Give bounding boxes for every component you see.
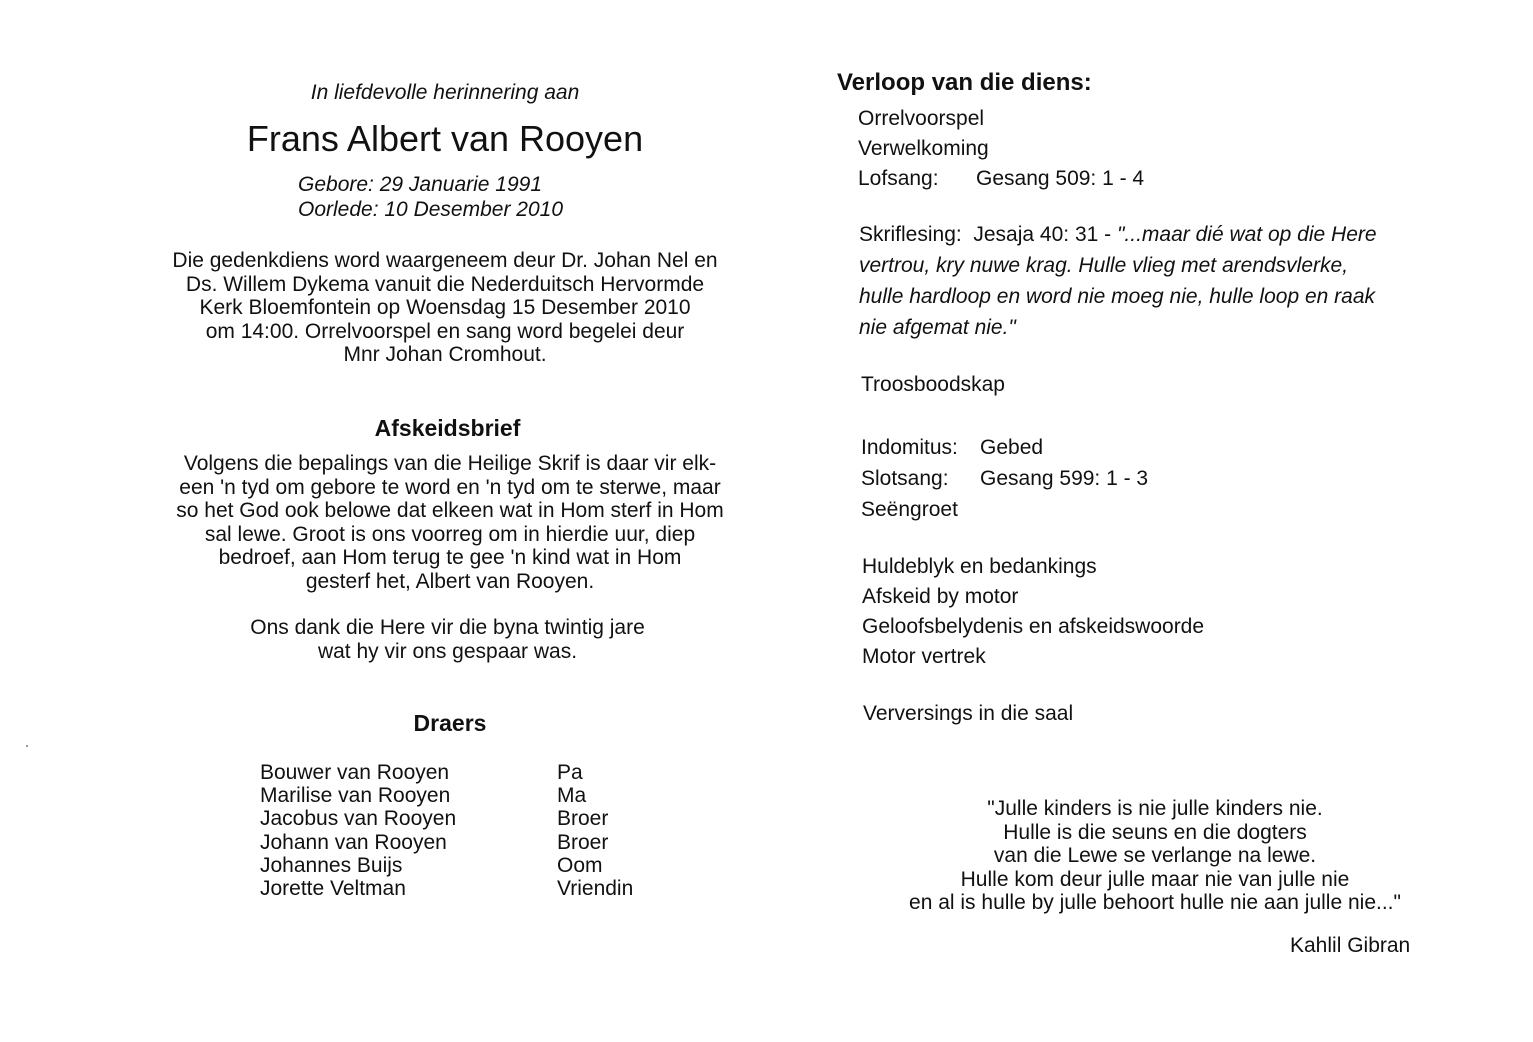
service-item-sermon: Troosboodskap xyxy=(861,373,1005,396)
farewell-line: so het God ook belowe dat elkeen wat in Hom sterf in Hom xyxy=(176,499,724,522)
order-of-service-heading: Verloop van die diens: xyxy=(837,69,1092,96)
bearer-name: Johann van Rooyen xyxy=(260,830,447,854)
bearer-relation: Ma xyxy=(557,784,587,808)
bearer-row xyxy=(260,854,633,877)
prayer-label: Indomitus: xyxy=(861,436,958,459)
tribute-item: Huldeblyk en bedankings xyxy=(862,555,1097,578)
scripture-quote: vertrou, kry nuwe krag. Hulle vlieg met arendsvlerke, xyxy=(859,254,1349,277)
praise-value: Gesang 509: 1 - 4 xyxy=(976,167,1145,190)
bearer-name: Jorette Veltman xyxy=(260,877,406,901)
refreshments-note: Verversings in die saal xyxy=(863,702,1074,725)
service-line: Mnr Johan Cromhout. xyxy=(343,343,547,366)
scripture-reading xyxy=(859,219,1459,343)
bearer-relation: Vriendin xyxy=(557,877,634,901)
poem-line: en al is hulle by julle behoort hulle nie aan julle nie..." xyxy=(909,891,1401,914)
farewell-line: sal lewe. Groot is ons voorreg om in hierdie uur, diep xyxy=(204,522,696,546)
memorial-intro: In liefdevolle herinnering aan xyxy=(310,81,580,104)
service-line: Die gedenkdiens word waargeneem deur Dr. Johan Nel en xyxy=(172,249,718,272)
bearer-row xyxy=(260,831,633,854)
service-line: Kerk Bloemfontein op Woensdag 15 Desember 2010 xyxy=(199,296,691,319)
bearer-row xyxy=(260,877,633,900)
scripture-quote: nie afgemat nie." xyxy=(859,316,1016,339)
service-item-praise xyxy=(858,164,1144,194)
service-item-welcome: Verwelkoming xyxy=(858,137,989,160)
thanks-line: wat hy vir ons gespaar was. xyxy=(317,640,578,663)
birth-date: Gebore: 29 Januarie 1991 xyxy=(298,173,543,196)
order-of-service-list xyxy=(858,104,1144,194)
scripture-reference: Jesaja 40: 31 - xyxy=(973,223,1117,246)
service-item-organ: Orrelvoorspel xyxy=(858,107,985,130)
scripture-line xyxy=(859,219,1459,250)
bearer-relation: Broer xyxy=(557,830,609,854)
closing-hymn-label: Slotsang: xyxy=(861,467,949,490)
bearer-row xyxy=(260,784,633,807)
tribute-item: Motor vertrek xyxy=(862,645,986,668)
service-item-closing-hymn xyxy=(861,463,1148,494)
bearer-name: Marilise van Rooyen xyxy=(260,784,451,808)
tribute-item: Afskeid by motor xyxy=(862,585,1019,608)
farewell-heading: Afskeidsbrief xyxy=(374,415,521,441)
service-item-prayer xyxy=(861,432,1148,463)
poem-quote xyxy=(870,797,1440,915)
life-dates xyxy=(298,172,563,222)
bearer-relation: Oom xyxy=(557,853,603,877)
farewell-line: een 'n tyd om gebore te word en 'n tyd om te sterwe, maar xyxy=(179,475,721,499)
scan-speck xyxy=(26,745,28,747)
closing-hymn-value: Gesang 599: 1 - 3 xyxy=(980,467,1149,490)
thanks-line: Ons dank die Here vir die byna twintig jare xyxy=(250,616,645,639)
bearer-relation: Pa xyxy=(557,761,583,784)
farewell-line: gesterf het, Albert van Rooyen. xyxy=(305,569,595,593)
farewell-line: bedroef, aan Hom terug te gee 'n kind wat in Hom xyxy=(218,546,682,569)
bearer-row xyxy=(260,761,633,784)
thanks-paragraph xyxy=(170,616,725,664)
poem-line: Hulle is die seuns en die dogters xyxy=(1003,820,1307,844)
poem-line: Hulle kom deur julle maar nie van julle nie xyxy=(960,867,1350,891)
closing-items xyxy=(861,432,1148,525)
bearer-name: Bouwer van Rooyen xyxy=(260,761,450,784)
poem-line: van die Lewe se verlange na lewe. xyxy=(993,844,1317,867)
service-paragraph xyxy=(140,249,750,367)
service-line: om 14:00. Orrelvoorspel en sang word begelei deur xyxy=(205,319,685,343)
service-line: Ds. Willem Dykema vanuit die Nederduitsch Hervormde xyxy=(185,272,705,296)
farewell-line: Volgens die bepalings van die Heilige Skrif is daar vir elk- xyxy=(183,452,717,475)
bearer-relation: Broer xyxy=(557,807,609,831)
bearers-heading: Draers xyxy=(413,710,487,736)
bearer-name: Jacobus van Rooyen xyxy=(260,807,457,831)
service-item-benediction: Seëngroet xyxy=(861,498,958,521)
bearers-list xyxy=(260,761,633,900)
scripture-label: Skriflesing: xyxy=(859,223,962,246)
deceased-name: Frans Albert van Rooyen xyxy=(246,118,644,159)
poem-line: "Julle kinders is nie julle kinders nie. xyxy=(987,797,1323,820)
tribute-item: Geloofsbelydenis en afskeidswoorde xyxy=(862,615,1205,638)
bearer-name: Johannes Buijs xyxy=(260,853,403,877)
scripture-quote: hulle hardloop en word nie moeg nie, hulle loop en raak xyxy=(859,285,1376,308)
farewell-letter xyxy=(135,452,765,593)
prayer-value: Gebed xyxy=(980,436,1044,459)
bearer-row xyxy=(260,807,633,830)
poem-author: Kahlil Gibran xyxy=(1290,934,1411,957)
scripture-quote: "...maar dié wat op die Here xyxy=(1116,223,1377,246)
tributes-list xyxy=(862,552,1204,672)
death-date: Oorlede: 10 Desember 2010 xyxy=(298,198,563,221)
praise-label: Lofsang: xyxy=(858,167,939,190)
